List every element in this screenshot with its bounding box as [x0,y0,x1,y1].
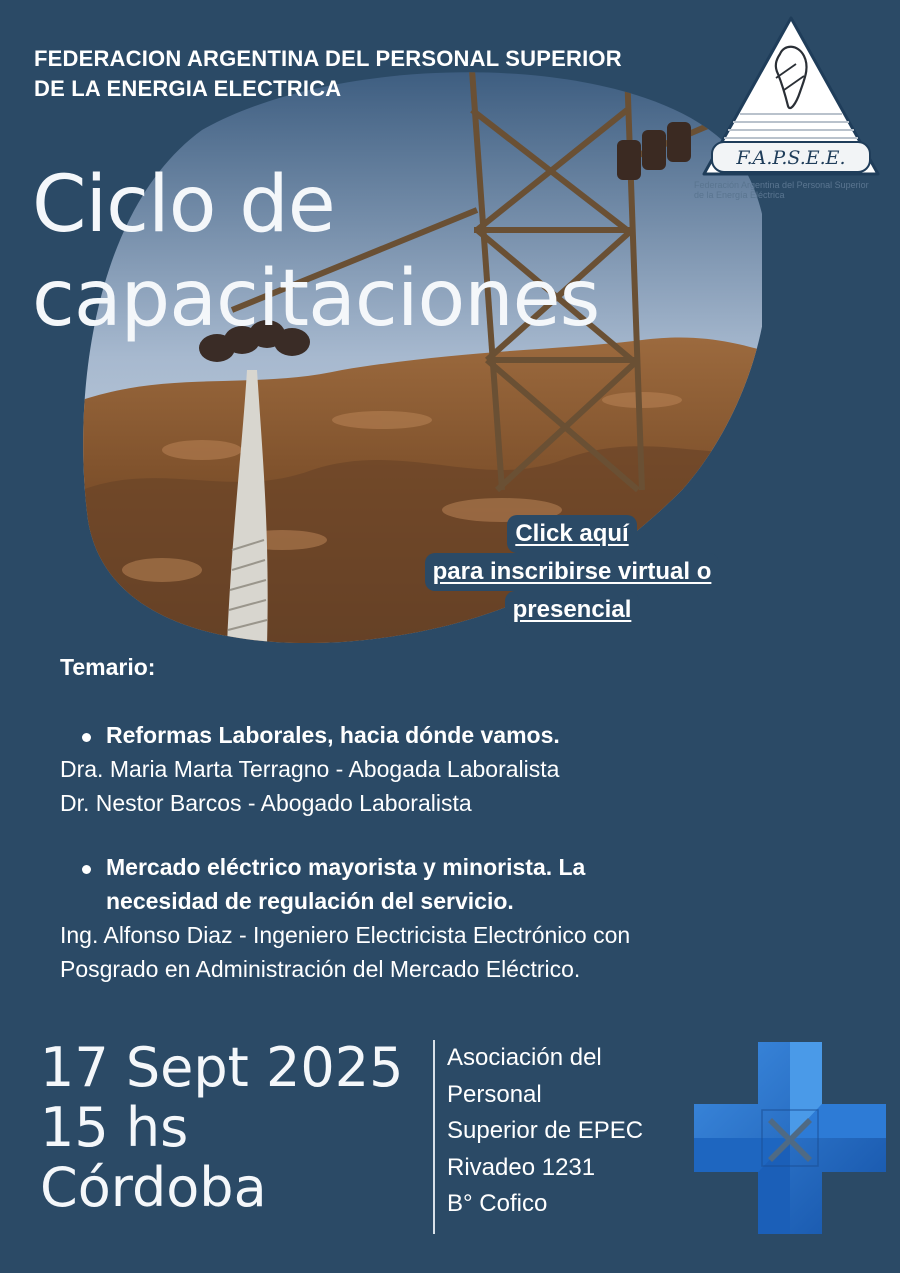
logo-subtitle: Federación Argentina del Personal Superior de la Energía Eléctrica [694,180,869,200]
agenda-topic [60,850,840,986]
topic-title: Reformas Laborales, hacia dónde vamos. [60,718,840,752]
fapsee-logo-icon [700,14,882,190]
topic-title-line-1: Mercado eléctrico mayorista y minorista. La [106,854,586,880]
venue-line: Rivadeo 1231 [447,1153,596,1181]
page-title [32,158,599,346]
registration-link-line-1[interactable]: Click aquí [507,515,636,553]
organization-title [34,44,714,104]
event-details [40,1038,403,1218]
agenda-section [60,650,840,1016]
organization-line-2: DE LA ENERGIA ELECTRICA [34,76,342,101]
agenda-topic [60,718,840,820]
venue-line: B° Cofico [447,1190,548,1217]
logo-text: F.A.P.S.E.E. [736,147,846,169]
agenda-heading: Temario: [60,654,156,680]
event-date: 17 Sept 2025 [40,1036,404,1099]
speaker-line: Dr. Nestor Barcos - Abogado Laboralista [60,790,472,816]
venue-line: Personal [447,1080,542,1108]
venue-line: Asociación del [447,1044,602,1071]
topic-title-line-2: necesidad de regulación del servicio. [106,888,514,914]
registration-link-line-2[interactable]: para inscribirse virtual o [425,553,720,591]
venue-address [447,1040,643,1223]
headline-line-1: Ciclo de [32,160,335,250]
speaker-line: Ing. Alfonso Diaz - Ingeniero Electricista Electrónico con [60,922,631,948]
speaker-line: Posgrado en Administración del Mercado Eléctrico. [60,956,581,982]
event-city: Córdoba [40,1156,267,1219]
speaker-line: Dra. Maria Marta Terragno - Abogada Laboralista [60,756,560,782]
vertical-divider [433,1040,435,1234]
organization-line-1: FEDERACION ARGENTINA DEL PERSONAL SUPERIOR [34,46,622,71]
epec-logo-icon [692,1040,888,1236]
headline-line-2: capacitaciones [32,254,600,344]
registration-link-block [392,515,752,629]
topic-title [60,850,840,918]
registration-link-line-3[interactable]: presencial [505,591,640,629]
venue-line: Superior de EPEC [447,1117,644,1144]
event-time: 15 hs [40,1096,189,1159]
